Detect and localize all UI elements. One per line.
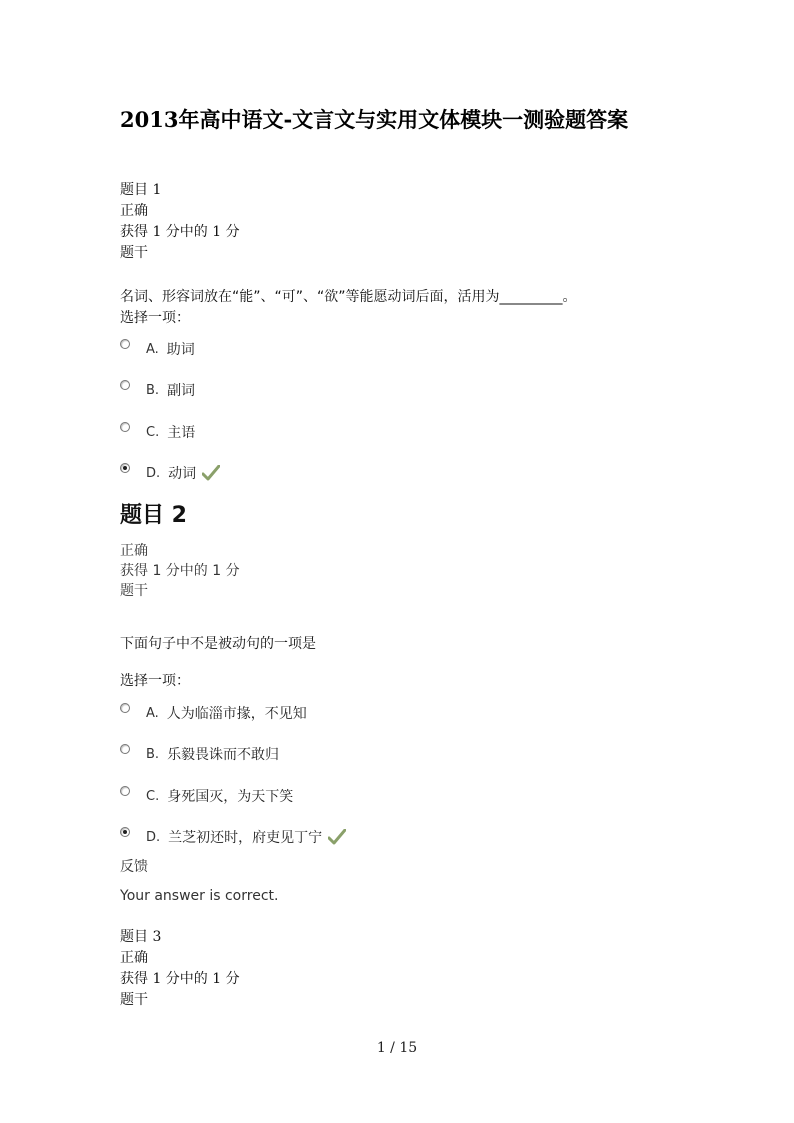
option-letter: A. <box>146 341 159 357</box>
option-letter: C. <box>146 788 160 804</box>
question-status: 正确 <box>120 950 148 966</box>
question-2-header <box>120 541 240 601</box>
option-letter: C. <box>146 424 160 440</box>
option-letter: D. <box>146 465 161 481</box>
page-title: 2013年高中语文-文言文与实用文体模块一测验题答案 <box>120 107 629 132</box>
option-letter: A. <box>146 705 159 721</box>
question-1-text: 名词、形容词放在“能”、“可”、“欲”等能愿动词后面，活用为_________。 <box>120 289 577 305</box>
radio-button-icon[interactable] <box>120 339 130 349</box>
question-stem-label: 题干 <box>120 245 148 261</box>
feedback-label: 反馈 <box>120 859 148 875</box>
question-2-prompt: 选择一项： <box>120 673 190 689</box>
question-stem-label: 题干 <box>120 583 148 599</box>
q1-option-d[interactable] <box>120 462 220 484</box>
checkmark-icon <box>328 829 346 845</box>
question-label: 题目 3 <box>120 929 162 945</box>
question-status: 正确 <box>120 543 148 559</box>
q2-option-c[interactable] <box>120 785 293 807</box>
radio-button-icon[interactable] <box>120 422 130 432</box>
q2-option-d[interactable] <box>120 826 346 848</box>
option-letter: B. <box>146 382 160 398</box>
radio-button-icon[interactable] <box>120 703 130 713</box>
option-text: 乐毅畏诛而不敢归 <box>167 747 280 763</box>
option-letter: D. <box>146 829 161 845</box>
q2-option-a[interactable] <box>120 702 307 724</box>
question-label: 题目 1 <box>120 182 162 198</box>
q1-option-b[interactable] <box>120 379 195 401</box>
option-text: 主语 <box>167 425 196 441</box>
option-text: 身死国灭，为天下笑 <box>167 789 294 805</box>
radio-button-icon[interactable] <box>120 786 130 796</box>
question-1-prompt: 选择一项： <box>120 310 190 326</box>
question-score: 获得 1 分中的 1 分 <box>120 563 240 579</box>
option-letter: B. <box>146 746 160 762</box>
question-score: 获得 1 分中的 1 分 <box>120 224 240 240</box>
question-2-text: 下面句子中不是被动句的一项是 <box>120 636 316 652</box>
option-text: 兰芝初还时，府吏见丁宁 <box>168 830 323 846</box>
feedback-text: Your answer is correct. <box>120 888 279 904</box>
option-text: 副词 <box>167 383 196 399</box>
option-text: 人为临淄市掾，不见知 <box>166 706 307 722</box>
page-number: 1 / 15 <box>376 1040 418 1056</box>
radio-button-icon[interactable] <box>120 380 130 390</box>
option-text: 助词 <box>166 342 195 358</box>
question-1-header <box>120 180 240 264</box>
q1-option-a[interactable] <box>120 338 195 360</box>
q2-option-b[interactable] <box>120 743 279 765</box>
q1-option-c[interactable] <box>120 421 195 443</box>
radio-button-selected-icon[interactable] <box>120 463 130 473</box>
radio-button-icon[interactable] <box>120 744 130 754</box>
question-stem-label: 题干 <box>120 992 148 1008</box>
question-2-heading: 题目 2 <box>120 503 187 528</box>
question-status: 正确 <box>120 203 148 219</box>
option-text: 动词 <box>168 466 197 482</box>
question-score: 获得 1 分中的 1 分 <box>120 971 240 987</box>
question-3-header <box>120 927 240 1011</box>
checkmark-icon <box>202 465 220 481</box>
radio-button-selected-icon[interactable] <box>120 827 130 837</box>
